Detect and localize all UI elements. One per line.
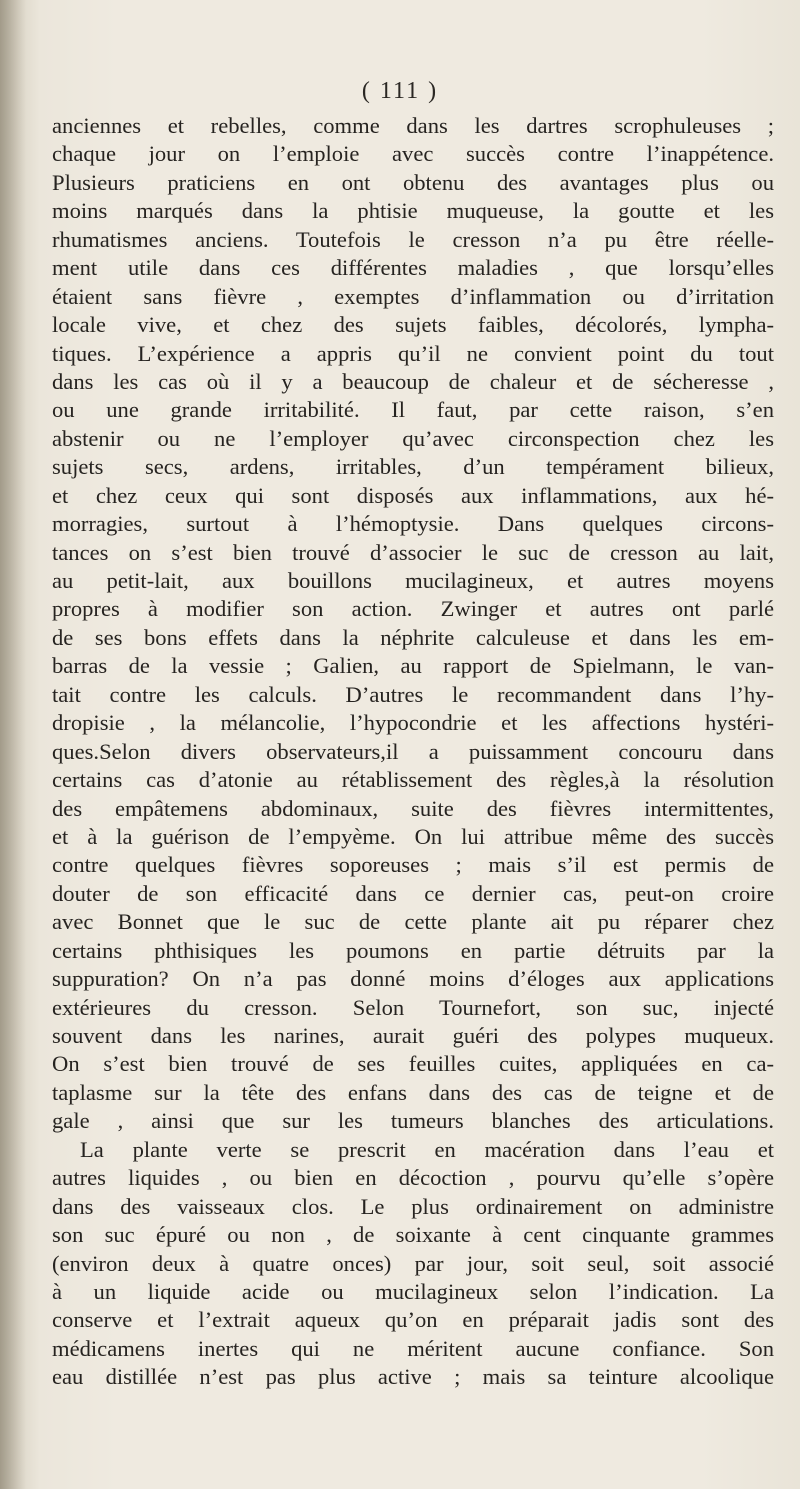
text-line: On s’est bien trouvé de ses feuilles cuites, appliquées en ca- [52,1051,774,1077]
text-line: à un liquide acide ou mucilagineux selon l’indication. La [52,1278,774,1304]
text-line: dans les cas où il y a beaucoup de chaleur et de sécheresse , [52,368,774,394]
text-line: sujets secs, ardens, irritables, d’un tempérament bilieux, [52,454,774,480]
text-line: certains cas d’atonie au rétablissement des règles,à la résolution [52,767,774,793]
text-line: tances on s’est bien trouvé d’associer le suc de cresson au lait, [52,539,774,565]
text-line: souvent dans les narines, aurait guéri des polypes muqueux. [52,1023,774,1048]
text-line: rhumatismes anciens. Toutefois le cresson n’a pu être réelle- [52,226,774,252]
text-line: médicamens inertes qui ne méritent aucune confiance. Son [52,1335,774,1361]
text-line: barras de la vessie ; Galien, au rapport de Spielmann, le van- [52,653,774,679]
text-line: eau distillée n’est pas plus active ; mais sa teinture alcoolique [52,1364,774,1390]
text-line: contre quelques fièvres soporeuses ; mais s’il est permis de [52,852,774,878]
text-line: conserve et l’extrait aqueux qu’on en préparait jadis sont des [52,1307,774,1333]
text-line: dropisie , la mélancolie, l’hypocondrie et les affections hystéri- [52,710,774,736]
text-line: certains phthisiques les poumons en partie détruits par la [52,937,774,963]
text-line: et à la guérison de l’empyème. On lui attribue même des succès [52,823,774,849]
body-text [52,112,774,1392]
text-line: ment utile dans ces différentes maladies , que lorsqu’elles [52,255,774,281]
text-line: gale , ainsi que sur les tumeurs blanches des articulations. [52,1108,774,1134]
text-line: avec Bonnet que le suc de cette plante ait pu réparer chez [52,909,774,935]
text-line: et chez ceux qui sont disposés aux inflammations, aux hé- [52,482,774,508]
text-line: douter de son efficacité dans ce dernier cas, peut-on croire [52,880,774,906]
text-line: chaque jour on l’emploie avec succès contre l’inappétence. [52,141,774,167]
text-line: dans des vaisseaux clos. Le plus ordinairement on administre [52,1193,774,1219]
text-line: étaient sans fièvre , exemptes d’inflammation ou d’irritation [52,283,774,309]
text-line: Plusieurs praticiens en ont obtenu des avantages plus ou [52,169,774,195]
text-line: propres à modifier son action. Zwinger et autres ont parlé [52,596,774,622]
text-line: de ses bons effets dans la néphrite calculeuse et dans les em- [52,624,774,650]
text-line: au petit-lait, aux bouillons mucilagineux, et autres moyens [52,568,774,593]
text-line: (environ deux à quatre onces) par jour, soit seul, soit associé [52,1250,774,1276]
text-line: ou une grande irritabilité. Il faut, par cette raison, s’en [52,397,774,423]
text-line: taplasme sur la tête des enfans dans des cas de teigne et de [52,1079,774,1105]
binding-shadow [0,0,26,1489]
text-line: tait contre les calculs. D’autres le recommandent dans l’hy- [52,681,774,707]
text-line: anciennes et rebelles, comme dans les dartres scrophuleuses ; [52,113,774,138]
text-line: abstenir ou ne l’employer qu’avec circonspection chez les [52,425,774,451]
page-number: ( 111 ) [361,78,439,104]
text-line: locale vive, et chez des sujets faibles, décolorés, lympha- [52,312,774,338]
text-line: tiques. L’expérience a appris qu’il ne convient point du tout [52,340,774,366]
text-line: morragies, surtout à l’hémoptysie. Dans quelques circons- [52,511,774,537]
text-line: La plante verte se prescrit en macération dans l’eau et [80,1136,774,1162]
text-line: extérieures du cresson. Selon Tournefort, son suc, injecté [52,994,774,1020]
text-line: des empâtemens abdominaux, suite des fièvres intermittentes, [52,795,774,821]
text-line: suppuration? On n’a pas donné moins d’éloges aux applications [52,966,774,992]
text-line: moins marqués dans la phtisie muqueuse, la goutte et les [52,198,774,224]
text-line: autres liquides , ou bien en décoction , pourvu qu’elle s’opère [52,1165,774,1191]
text-line: son suc épuré ou non , de soixante à cent cinquante grammes [52,1222,774,1248]
text-line: ques.Selon divers observateurs,il a puissamment concouru dans [52,738,774,764]
